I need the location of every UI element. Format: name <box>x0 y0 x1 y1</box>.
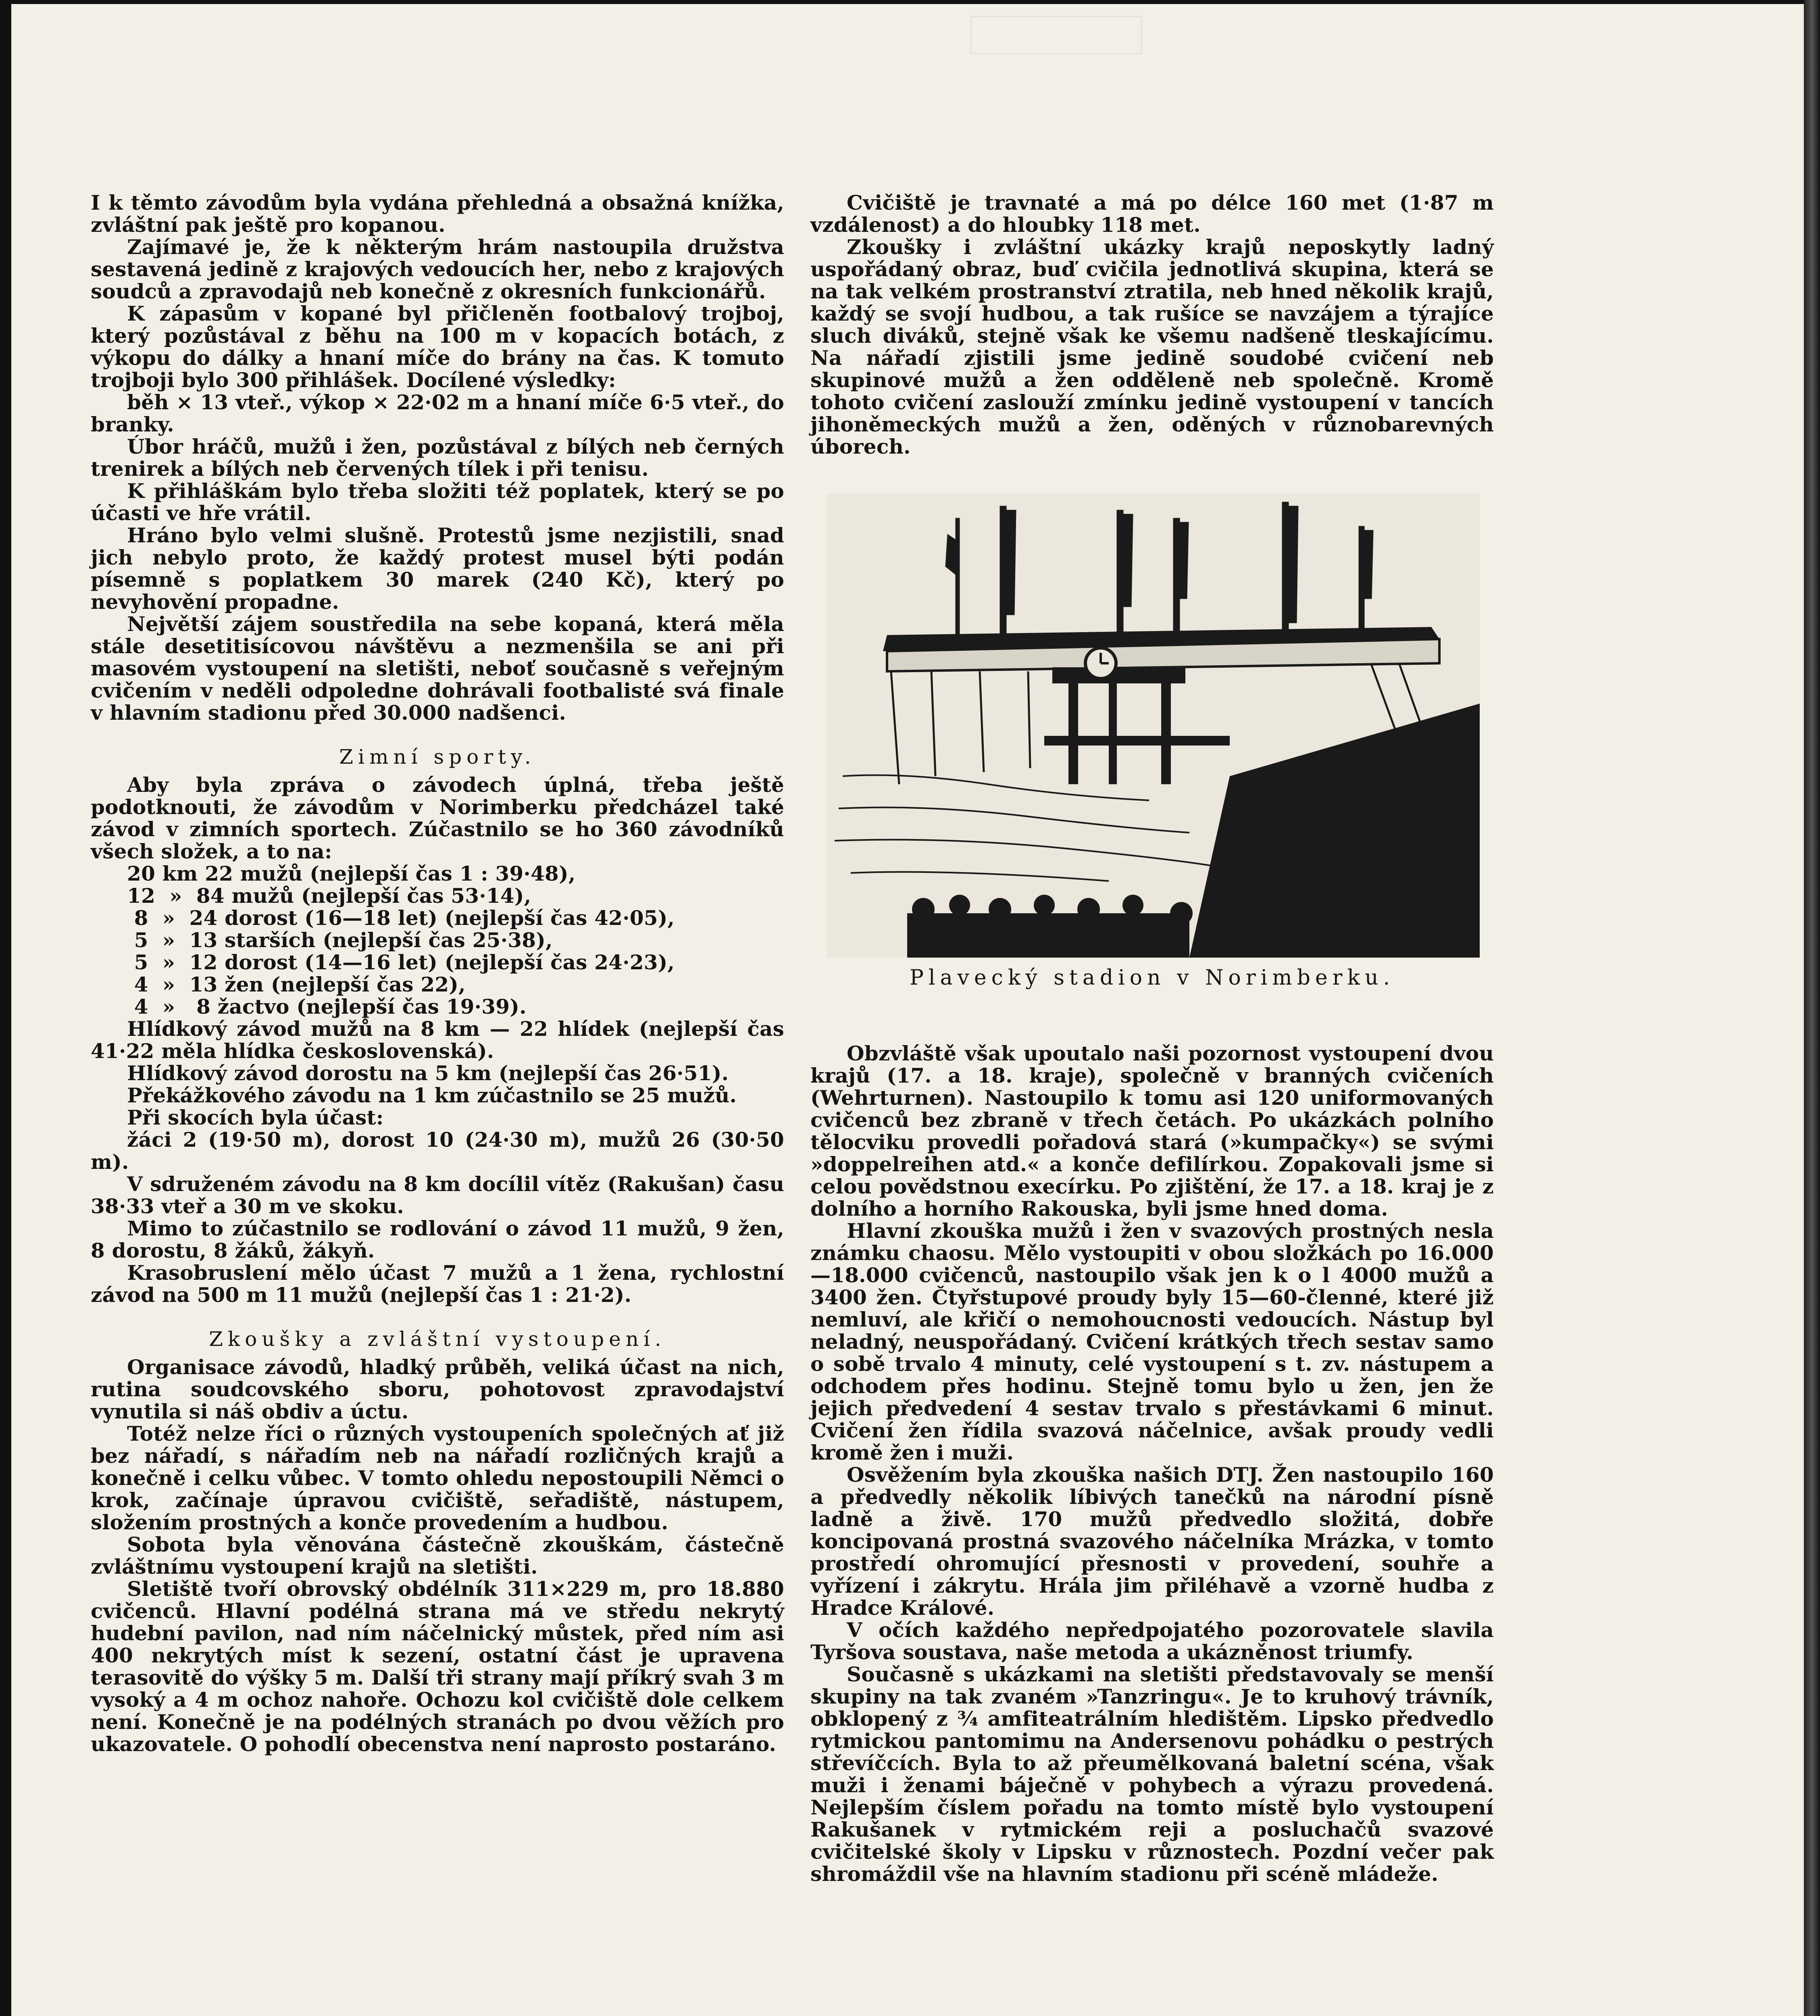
paragraph: běh × 13 vteř., výkop × 22·02 m a hnaní míče 6·5 vteř., do branky. <box>91 390 784 436</box>
paragraph: Při skocích byla účast: <box>127 1106 384 1129</box>
paragraph: žáci 2 (19·50 m), dorost 10 (24·30 m), mužů 26 (30·50 m). <box>91 1128 784 1174</box>
paragraph: V sdruženém závodu na 8 km docílil vítěz (Rakušan) času 38·33 vteř a 30 m ve skoku. <box>91 1172 784 1218</box>
paragraph: Současně s ukázkami na sletišti představovaly se menší skupiny na tak zvaném »Tanzringu«. Je to kruhový trávník, obklopený z ¾ amfiteatrálním hledištěm. Lipsko předvedlo rytmickou pantomimu na Andersenovu pohádku o pestrých střevíčcích. Byla to až přeumělkovaná baletní scéna, však muži i ženami báječně v pohybech a výrazu provedená. Nejlepším číslem pořadu na tomto místě bylo vystoupení Rakušanek v rytmickém reji a posluchačů svazové cvičitelské školy v Lipsku v různostech. Pozdní večer pak shromáždil vše na hlavním stadionu při scéně mládeže. <box>810 1662 1494 1886</box>
scan-mark <box>971 16 1142 54</box>
paragraph: Hlavní zkouška mužů i žen v svazových prostných nesla známku chaosu. Mělo vystoupiti v obou složkách po 16.000—18.000 cvičenců, nastoupilo však jen k o l 4000 mužů a 3400 žen. Čtyřstupové proudy byly 15—60-členné, které již nemluví, ale křičí o nemohoucnosti vedoucích. Nástup byl neladný, neuspořádaný. Cvičení krátkých třech sestav samo o sobě trvalo 4 minuty, celé vystoupení s t. zv. nástupem a odchodem přes hodinu. Stejně tomu bylo u žen, jen že jejich předvedení 4 sestav trvalo s přestávkami 6 minut. Cvičení žen řídila svazová náčelnice, avšak proudy vedli kromě žen i muži. <box>810 1219 1494 1464</box>
page-edge <box>1804 0 1820 2016</box>
right-column-top <box>810 192 1494 458</box>
list-item: 4 » 13 žen (nejlepší čas 22), <box>127 973 466 996</box>
paragraph: Překážkového závodu na 1 km zúčastnilo se 25 mužů. <box>127 1083 737 1107</box>
list-item: 4 » 8 žactvo (nejlepší čas 19·39). <box>127 995 527 1018</box>
paragraph: Největší zájem soustředila na sebe kopaná, která měla stále desetitisícovou návštěvu a nezmenšila se ani při masovém vystoupení na sletišti, neboť současně s veřejným cvičením v neděli odpoledne dohrávali footbalisté svá finale v hlavním stadionu před 30.000 nadšenci. <box>91 612 784 725</box>
list-item: 20 km 22 mužů (nejlepší čas 1 : 39·48), <box>127 862 576 885</box>
paragraph: Hráno bylo velmi slušně. Protestů jsme nezjistili, snad jich nebylo proto, že každý protest musel býti podán písemně s poplatkem 30 marek (240 Kč), který po nevyhovění propadne. <box>91 523 784 614</box>
results-list <box>127 862 784 1018</box>
paragraph: Aby byla zpráva o závodech úplná, třeba ještě podotknouti, že závodům v Norimberku předcházel také závod v zimních sportech. Zúčastnilo se ho 360 závodníků všech složek, a to na: <box>91 773 784 863</box>
paragraph: Totéž nelze říci o různých vystoupeních společných ať již bez nářadí, s nářadím neb na nářadí rozličných krajů a konečně i celku vůbec. V tomto ohledu nepostoupili Němci o krok, začínaje úpravou cvičiště, seřadiště, nástupem, složením prostných a konče provedením a hudbou. <box>91 1422 784 1534</box>
left-column <box>91 192 784 1755</box>
list-item: 5 » 12 dorost (14—16 let) (nejlepší čas 24·23), <box>127 950 675 974</box>
right-column-bottom <box>810 1042 1494 1885</box>
figure-caption: Plavecký stadion v Norimberku. <box>909 966 1395 990</box>
section-heading: Zimní sporty. <box>339 745 536 768</box>
stadium-sketch-image <box>827 494 1480 958</box>
stadium-illustration <box>827 494 1480 958</box>
paragraph: Úbor hráčů, mužů i žen, pozůstával z bílých neb černých trenirek a bílých neb červených tílek i při tenisu. <box>91 435 784 481</box>
paragraph: Obzvláště však upoutalo naši pozornost vystoupení dvou krajů (17. a 18. kraje), společně v branných cvičeních (Wehrturnen). Nastoupilo k tomu asi 120 uniformovaných cvičenců bez zbraně v třech četách. Po ukázkách polního tělocviku provedli pořadová stará (»kumpačky«) se svými »doppelreihen atd.« a konče defilírkou. Zopakovali jsme si celou povědstnou execírku. Po zjištění, že 17. a 18. kraj je z dolního a horního Rakouska, byli jsme hned doma. <box>810 1041 1494 1220</box>
paragraph: Mimo to zúčastnilo se rodlování o závod 11 mužů, 9 žen, 8 dorostu, 8 žáků, žákyň. <box>91 1216 784 1262</box>
paragraph: Osvěžením byla zkouška našich DTJ. Žen nastoupilo 160 a předvedly několik líbivých tanečků na národní písně ladně a živě. 170 mužů předvedlo složitá, dobře koncipovaná prostná svazového náčelníka Mrázka, v tomto prostředí ohromující přesnosti v provedení, souhře a vyřízení i zákrytu. Hrála jim přiléhavě a vzorně hudba z Hradce Králové. <box>810 1463 1494 1620</box>
list-item: 12 » 84 mužů (nejlepší čas 53·14), <box>127 884 531 908</box>
paragraph: K přihláškám bylo třeba složiti též poplatek, který se po účasti ve hře vrátil. <box>91 479 784 525</box>
list-item: 5 » 13 starších (nejlepší čas 25·38), <box>127 928 553 952</box>
paragraph: Sobota byla věnována částečně zkouškám, částečně zvláštnímu vystoupení krajů na sletišti. <box>91 1533 784 1579</box>
paragraph: Cvičiště je travnaté a má po délce 160 met (1·87 m vzdálenost) a do hloubky 118 met. <box>810 191 1494 237</box>
list-item: 8 » 24 dorost (16—18 let) (nejlepší čas 42·05), <box>127 906 675 930</box>
paragraph: Zkoušky i zvláštní ukázky krajů neposkytly ladný uspořádaný obraz, buď cvičila jednotlivá skupina, která se na tak velkém prostranství ztratila, neb hned několik krajů, každý se svojí hudbou, a tak rušíce se navzájem a týrajíce sluch diváků, stejně však ke všemu nadšeně tleskajícímu. Na nářadí zjistili jsme jedině soudobé cvičení neb skupinové mužů a žen odděleně neb společně. Kromě tohoto cvičení zaslouží zmínku jedině vystoupení v tancích jihoněmeckých mužů a žen, oděných v různobarevných úborech. <box>810 235 1494 458</box>
paragraph: Hlídkový závod mužů na 8 km — 22 hlídek (nejlepší čas 41·22 měla hlídka československá). <box>91 1017 784 1063</box>
section-heading: Zkoušky a zvláštní vystoupení. <box>209 1327 666 1351</box>
paragraph: I k těmto závodům byla vydána přehledná a obsažná knížka, zvláštní pak ještě pro kopanou. <box>91 191 784 237</box>
paragraph: Sletiště tvoří obrovský obdélník 311×229 m, pro 18.880 cvičenců. Hlavní podélná strana má ve středu nekrytý hudební pavilon, nad ním náčelnický můstek, před ním asi 400 nekrytých míst k sezení, ostatní část je upravena terasovitě do výšky 5 m. Další tři strany mají příkrý svah 3 m vysoký a 4 m ochoz nahoře. Ochozu kol cvičiště dole celkem není. Konečně je na podélných stranách po dvou věžích pro ukazovatele. O pohodlí obecenstva není naprosto postaráno. <box>91 1577 784 1756</box>
paragraph: V očích každého nepředpojatého pozorovatele slavila Tyršova soustava, naše metoda a ukázněnost triumfy. <box>810 1618 1494 1664</box>
paragraph: Zajímavé je, že k některým hrám nastoupila družstva sestavená jedině z krajových vedoucích her, nebo z krajových soudců a zpravodajů neb konečně z okresních funkcionářů. <box>91 235 784 303</box>
paragraph: Krasobruslení mělo účast 7 mužů a 1 žena, rychlostní závod na 500 m 11 mužů (nejlepší čas 1 : 21·2). <box>91 1261 784 1307</box>
paragraph: K zápasům v kopané byl přičleněn footbalový trojboj, který pozůstával z běhu na 100 m v kopacích botách, z výkopu do dálky a hnaní míče do brány na čas. K tomuto trojboji bylo 300 přihlášek. Docílené výsledky: <box>91 302 784 392</box>
paragraph: Hlídkový závod dorostu na 5 km (nejlepší čas 26·51). <box>127 1061 729 1085</box>
paragraph: Organisace závodů, hladký průběh, veliká účast na nich, rutina soudcovského sboru, pohotovost zpravodajství vynutila si náš obdiv a úctu. <box>91 1355 784 1423</box>
